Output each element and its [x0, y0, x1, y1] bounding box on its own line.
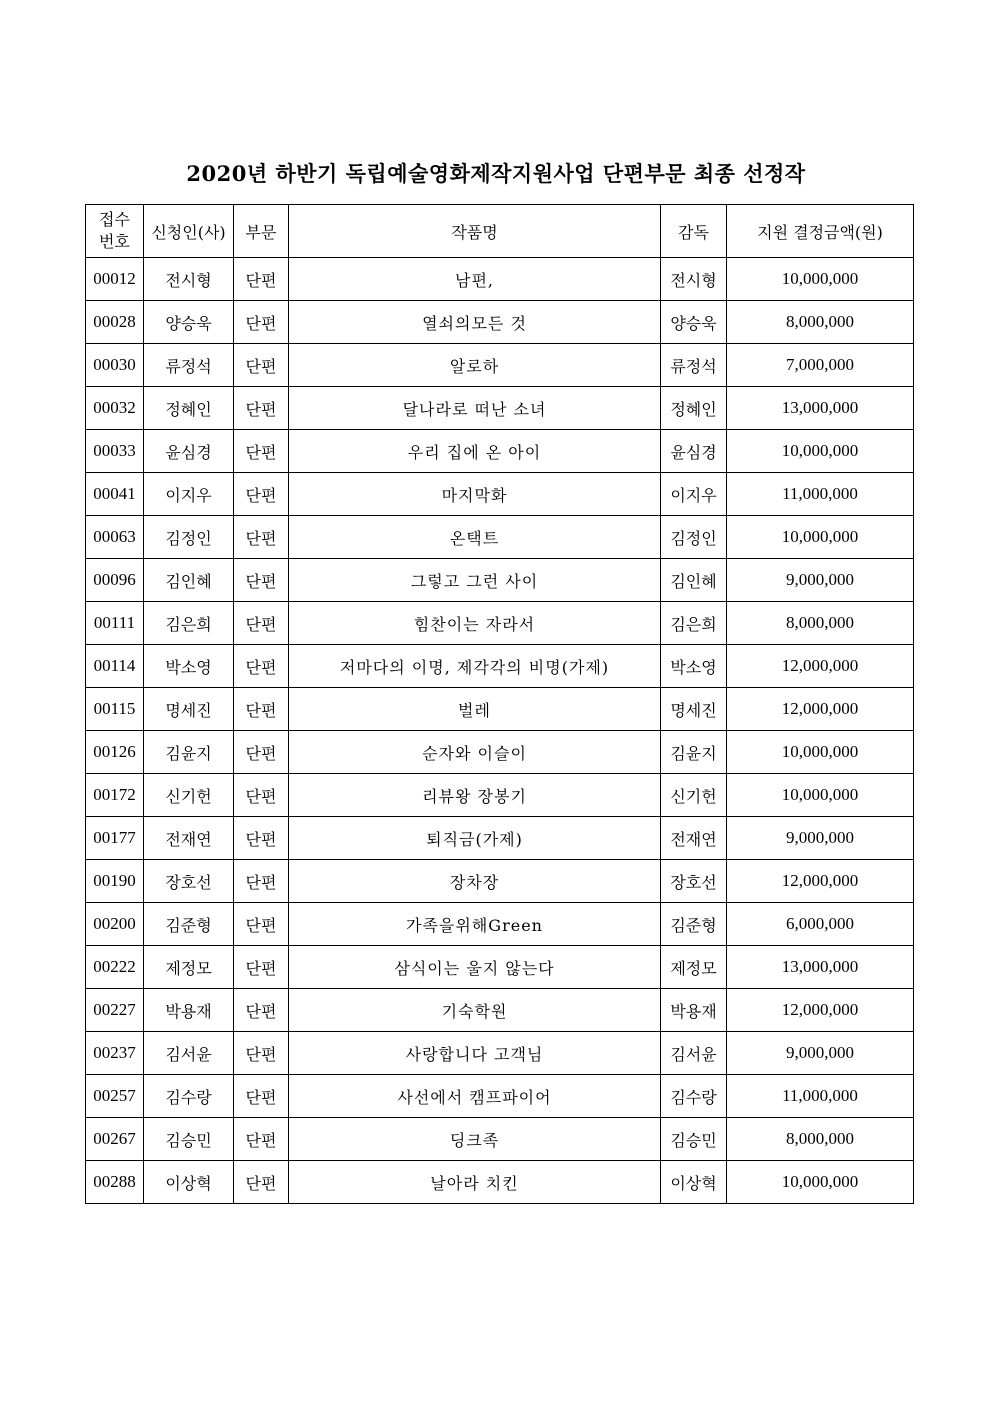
cell-amount: 12,000,000: [727, 860, 914, 903]
table-row: [86, 473, 914, 516]
cell-applicant: 명세진: [144, 688, 234, 731]
cell-work-title: 우리 집에 온 아이: [289, 430, 661, 473]
cell-work-title: 사랑합니다 고객님: [289, 1032, 661, 1075]
cell-receipt-no: 00267: [86, 1118, 144, 1161]
cell-category: 단편: [234, 344, 289, 387]
cell-work-title: 리뷰왕 장봉기: [289, 774, 661, 817]
cell-amount: 12,000,000: [727, 688, 914, 731]
cell-director: 양승욱: [661, 301, 727, 344]
cell-amount: 12,000,000: [727, 645, 914, 688]
table-row: [86, 258, 914, 301]
table-row: [86, 430, 914, 473]
cell-applicant: 전재연: [144, 817, 234, 860]
cell-work-title: 삼식이는 울지 않는다: [289, 946, 661, 989]
cell-receipt-no: 00096: [86, 559, 144, 602]
cell-amount: 9,000,000: [727, 1032, 914, 1075]
table-row: [86, 731, 914, 774]
cell-amount: 13,000,000: [727, 387, 914, 430]
table-row: [86, 602, 914, 645]
cell-receipt-no: 00012: [86, 258, 144, 301]
cell-receipt-no: 00126: [86, 731, 144, 774]
cell-category: 단편: [234, 817, 289, 860]
table-row: [86, 387, 914, 430]
document-title: 2020년 하반기 독립예술영화제작지원사업 단편부문 최종 선정작: [186, 161, 806, 186]
cell-applicant: 김서윤: [144, 1032, 234, 1075]
header-amount: 지원 결정금액(원): [727, 205, 914, 258]
cell-work-title: 날아라 치킨: [289, 1161, 661, 1204]
cell-applicant: 윤심경: [144, 430, 234, 473]
cell-applicant: 김윤지: [144, 731, 234, 774]
cell-work-title: 알로하: [289, 344, 661, 387]
cell-work-title: 힘찬이는 자라서: [289, 602, 661, 645]
table-row: [86, 1118, 914, 1161]
cell-category: 단편: [234, 903, 289, 946]
table-row: [86, 344, 914, 387]
cell-work-title: 남편,: [289, 258, 661, 301]
cell-applicant: 제정모: [144, 946, 234, 989]
cell-director: 김은희: [661, 602, 727, 645]
cell-receipt-no: 00257: [86, 1075, 144, 1118]
cell-amount: 11,000,000: [727, 1075, 914, 1118]
cell-director: 김준형: [661, 903, 727, 946]
cell-director: 김수랑: [661, 1075, 727, 1118]
cell-category: 단편: [234, 387, 289, 430]
cell-director: 박소영: [661, 645, 727, 688]
cell-applicant: 신기헌: [144, 774, 234, 817]
cell-amount: 10,000,000: [727, 731, 914, 774]
cell-director: 류정석: [661, 344, 727, 387]
table-row: [86, 989, 914, 1032]
cell-director: 김인혜: [661, 559, 727, 602]
cell-work-title: 마지막화: [289, 473, 661, 516]
cell-amount: 10,000,000: [727, 1161, 914, 1204]
table-row: [86, 301, 914, 344]
cell-amount: 9,000,000: [727, 817, 914, 860]
table-row: [86, 1075, 914, 1118]
cell-applicant: 김인혜: [144, 559, 234, 602]
cell-receipt-no: 00288: [86, 1161, 144, 1204]
cell-work-title: 사선에서 캠프파이어: [289, 1075, 661, 1118]
cell-category: 단편: [234, 1032, 289, 1075]
cell-category: 단편: [234, 430, 289, 473]
cell-category: 단편: [234, 946, 289, 989]
cell-category: 단편: [234, 473, 289, 516]
cell-applicant: 김준형: [144, 903, 234, 946]
table-body: [86, 258, 914, 1204]
cell-receipt-no: 00237: [86, 1032, 144, 1075]
cell-work-title: 온택트: [289, 516, 661, 559]
cell-receipt-no: 00227: [86, 989, 144, 1032]
cell-work-title: 달나라로 떠난 소녀: [289, 387, 661, 430]
cell-category: 단편: [234, 989, 289, 1032]
cell-category: 단편: [234, 645, 289, 688]
cell-work-title: 그렇고 그런 사이: [289, 559, 661, 602]
table-row: [86, 1161, 914, 1204]
header-category: 부문: [234, 205, 289, 258]
cell-amount: 10,000,000: [727, 516, 914, 559]
cell-applicant: 김은희: [144, 602, 234, 645]
cell-receipt-no: 00115: [86, 688, 144, 731]
cell-receipt-no: 00172: [86, 774, 144, 817]
cell-applicant: 박용재: [144, 989, 234, 1032]
cell-category: 단편: [234, 301, 289, 344]
cell-director: 전재연: [661, 817, 727, 860]
cell-applicant: 이지우: [144, 473, 234, 516]
cell-category: 단편: [234, 688, 289, 731]
table-row: [86, 516, 914, 559]
table-row: [86, 688, 914, 731]
cell-receipt-no: 00190: [86, 860, 144, 903]
cell-applicant: 박소영: [144, 645, 234, 688]
table-row: [86, 645, 914, 688]
cell-work-title: 벌레: [289, 688, 661, 731]
cell-director: 박용재: [661, 989, 727, 1032]
cell-applicant: 김정인: [144, 516, 234, 559]
header-director: 감독: [661, 205, 727, 258]
cell-applicant: 전시형: [144, 258, 234, 301]
cell-director: 윤심경: [661, 430, 727, 473]
cell-category: 단편: [234, 860, 289, 903]
cell-work-title: 저마다의 이명, 제각각의 비명(가제): [289, 645, 661, 688]
cell-receipt-no: 00032: [86, 387, 144, 430]
cell-receipt-no: 00063: [86, 516, 144, 559]
cell-work-title: 열쇠의모든 것: [289, 301, 661, 344]
cell-director: 이상혁: [661, 1161, 727, 1204]
cell-amount: 10,000,000: [727, 258, 914, 301]
cell-category: 단편: [234, 1075, 289, 1118]
table-row: [86, 860, 914, 903]
cell-director: 신기헌: [661, 774, 727, 817]
cell-amount: 13,000,000: [727, 946, 914, 989]
header-row: [86, 205, 914, 258]
cell-amount: 8,000,000: [727, 301, 914, 344]
cell-applicant: 장호선: [144, 860, 234, 903]
cell-applicant: 김승민: [144, 1118, 234, 1161]
cell-work-title: 순자와 이슬이: [289, 731, 661, 774]
cell-amount: 10,000,000: [727, 430, 914, 473]
cell-receipt-no: 00222: [86, 946, 144, 989]
cell-receipt-no: 00041: [86, 473, 144, 516]
table-row: [86, 946, 914, 989]
cell-category: 단편: [234, 1161, 289, 1204]
cell-amount: 7,000,000: [727, 344, 914, 387]
cell-work-title: 장차장: [289, 860, 661, 903]
header-applicant: 신청인(사): [144, 205, 234, 258]
cell-work-title: 가족을위해Green: [289, 903, 661, 946]
cell-category: 단편: [234, 1118, 289, 1161]
cell-applicant: 양승욱: [144, 301, 234, 344]
cell-category: 단편: [234, 602, 289, 645]
table-row: [86, 1032, 914, 1075]
cell-amount: 12,000,000: [727, 989, 914, 1032]
cell-director: 김정인: [661, 516, 727, 559]
cell-director: 명세진: [661, 688, 727, 731]
cell-amount: 6,000,000: [727, 903, 914, 946]
cell-category: 단편: [234, 559, 289, 602]
cell-amount: 8,000,000: [727, 1118, 914, 1161]
cell-director: 이지우: [661, 473, 727, 516]
header-receipt-no-line2: 번호: [99, 232, 130, 251]
cell-work-title: 딩크족: [289, 1118, 661, 1161]
cell-director: 정혜인: [661, 387, 727, 430]
cell-receipt-no: 00111: [86, 602, 144, 645]
cell-applicant: 이상혁: [144, 1161, 234, 1204]
table-row: [86, 559, 914, 602]
cell-amount: 9,000,000: [727, 559, 914, 602]
cell-director: 김서윤: [661, 1032, 727, 1075]
cell-director: 장호선: [661, 860, 727, 903]
cell-amount: 8,000,000: [727, 602, 914, 645]
cell-receipt-no: 00030: [86, 344, 144, 387]
cell-director: 김승민: [661, 1118, 727, 1161]
cell-receipt-no: 00200: [86, 903, 144, 946]
cell-amount: 11,000,000: [727, 473, 914, 516]
cell-work-title: 기숙학원: [289, 989, 661, 1032]
cell-receipt-no: 00028: [86, 301, 144, 344]
table-header: [86, 205, 914, 258]
cell-receipt-no: 00177: [86, 817, 144, 860]
cell-applicant: 김수랑: [144, 1075, 234, 1118]
cell-work-title: 퇴직금(가제): [289, 817, 661, 860]
table-row: [86, 903, 914, 946]
cell-applicant: 류정석: [144, 344, 234, 387]
cell-receipt-no: 00033: [86, 430, 144, 473]
table-row: [86, 774, 914, 817]
cell-director: 김윤지: [661, 731, 727, 774]
header-receipt-no-line1: 접수: [99, 210, 130, 229]
cell-category: 단편: [234, 516, 289, 559]
cell-receipt-no: 00114: [86, 645, 144, 688]
cell-amount: 10,000,000: [727, 774, 914, 817]
selection-table: [85, 204, 914, 1204]
cell-director: 전시형: [661, 258, 727, 301]
cell-category: 단편: [234, 774, 289, 817]
table-row: [86, 817, 914, 860]
cell-category: 단편: [234, 258, 289, 301]
cell-category: 단편: [234, 731, 289, 774]
cell-director: 제정모: [661, 946, 727, 989]
cell-applicant: 정혜인: [144, 387, 234, 430]
header-work-title: 작품명: [289, 205, 661, 258]
header-receipt-no: [86, 205, 144, 258]
